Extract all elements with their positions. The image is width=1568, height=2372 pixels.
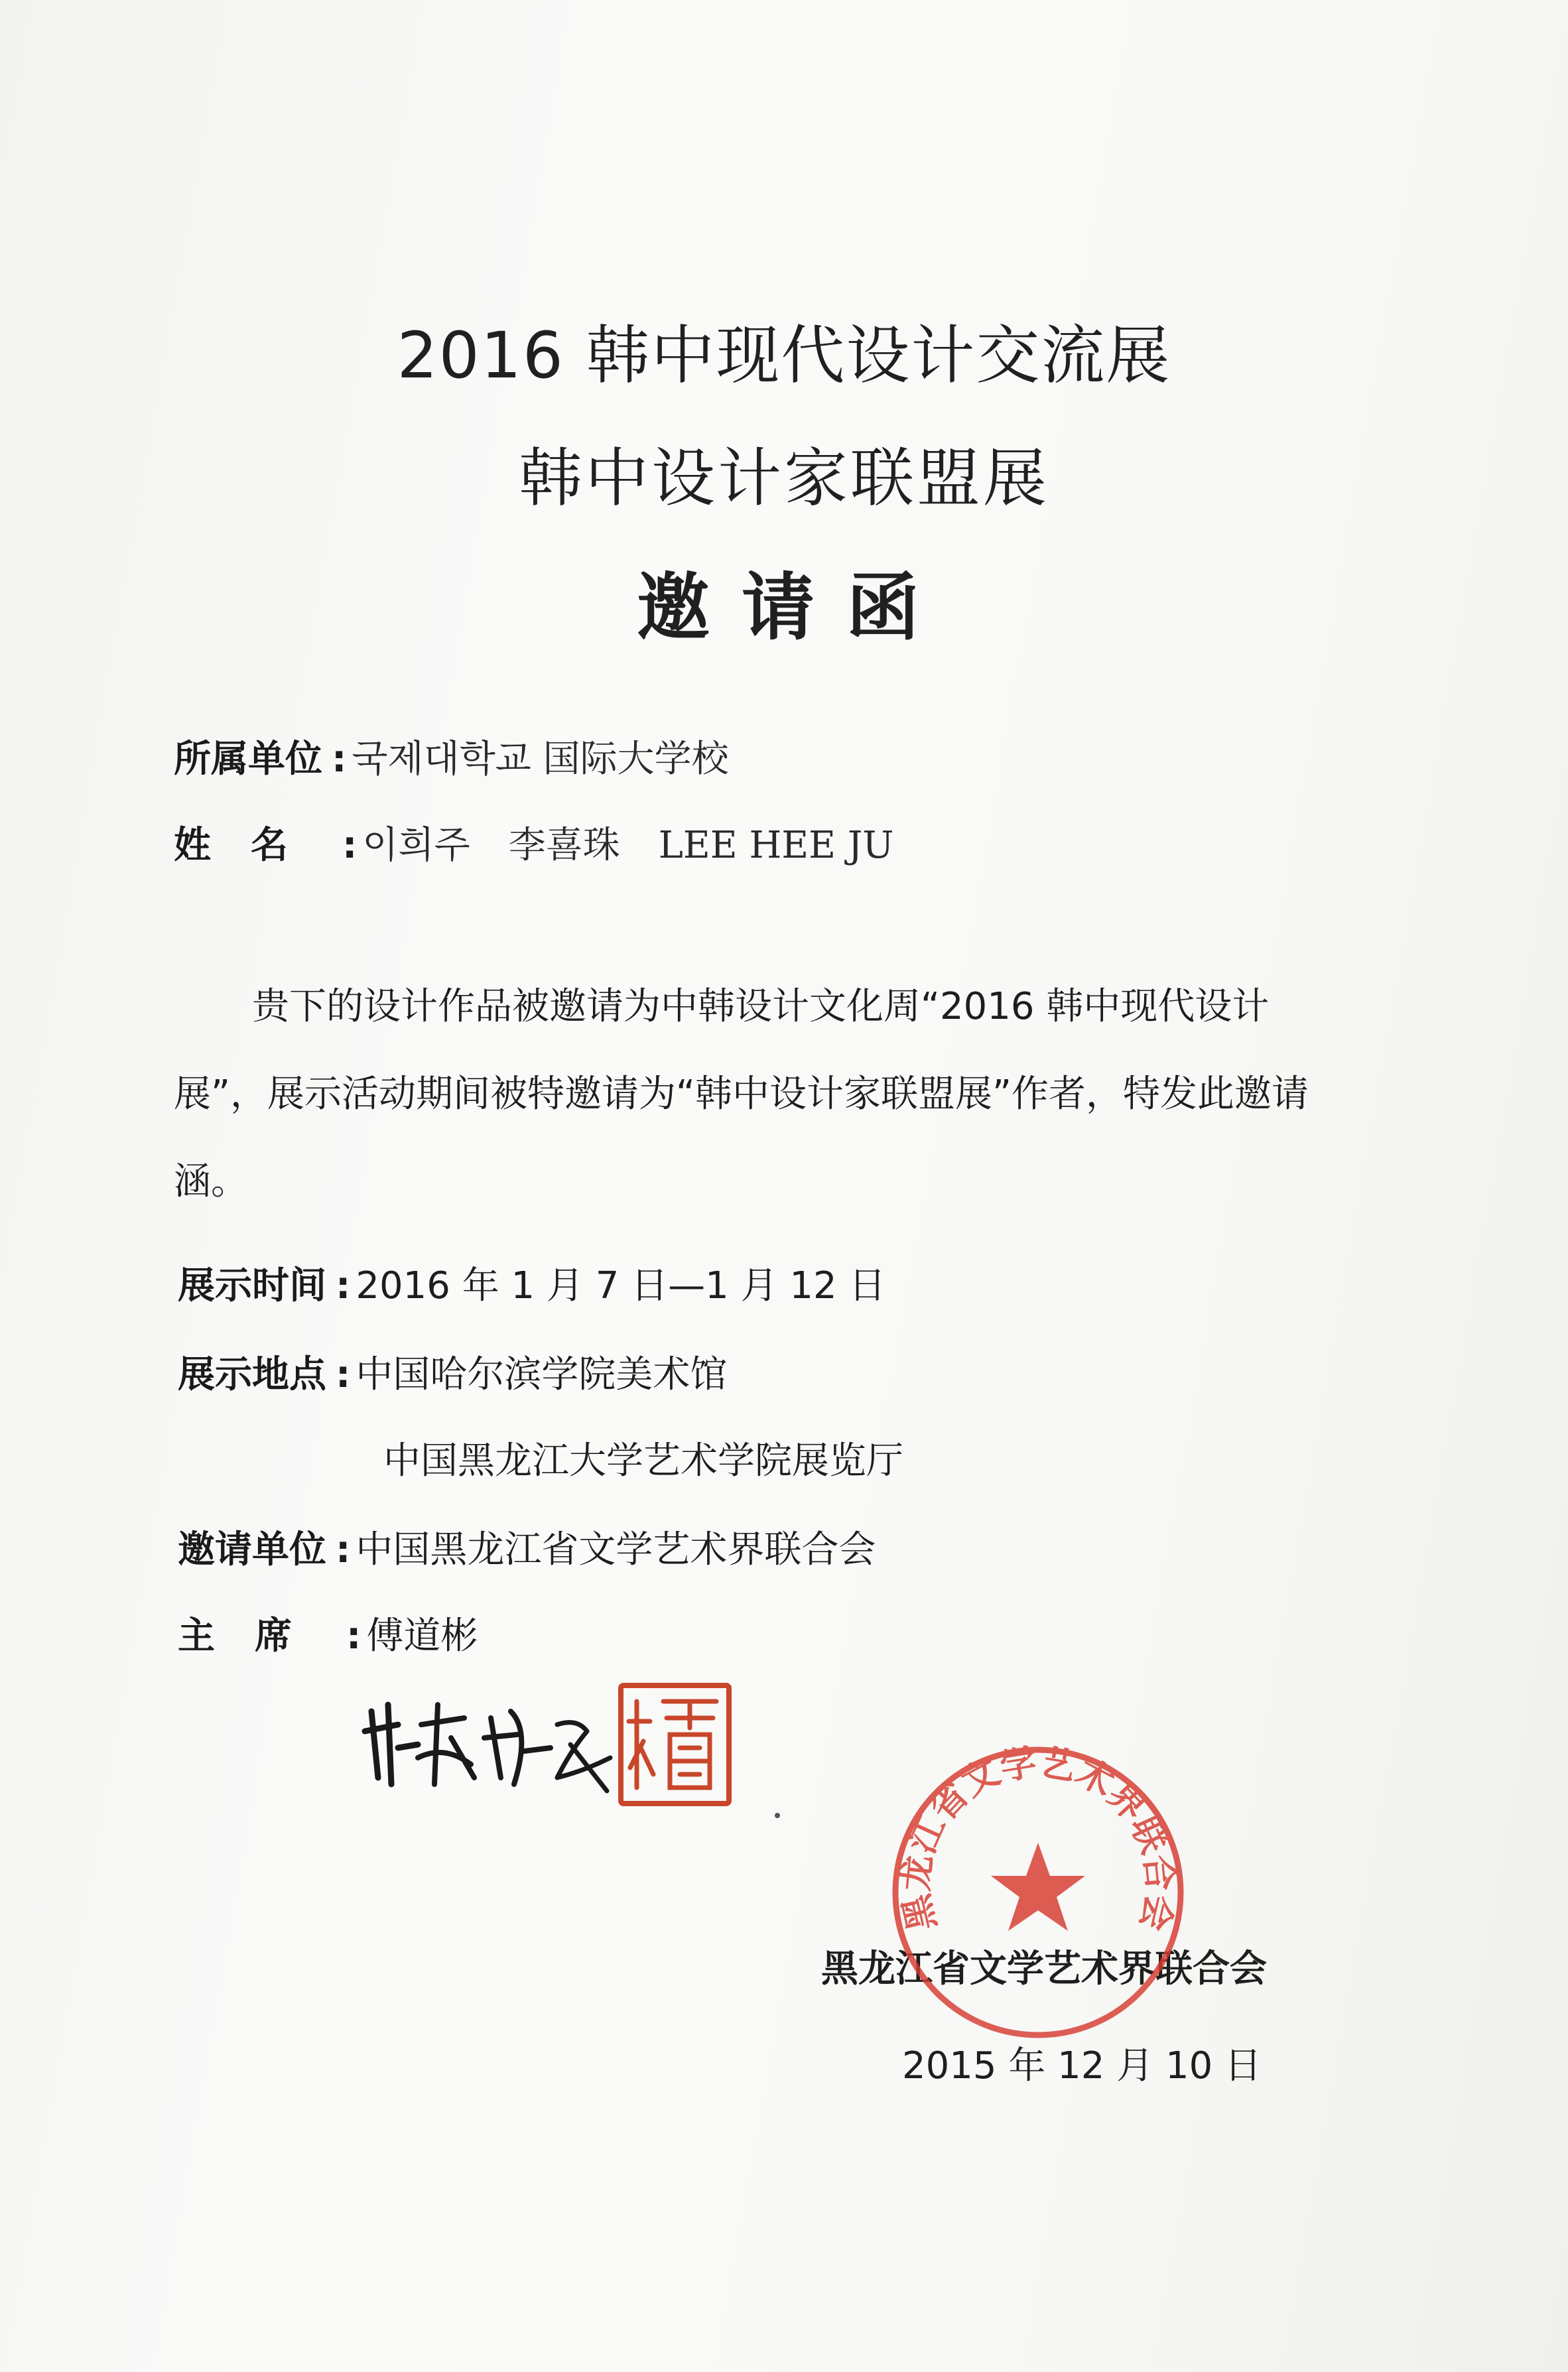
colon: :: [346, 1614, 361, 1658]
affiliation-label: 所属单位: [174, 738, 322, 781]
exhibition-time-label: 展示时间: [178, 1264, 326, 1307]
chairman: [178, 1607, 478, 1660]
affiliation-value: 국제대학교 国际大学校: [352, 738, 729, 781]
colon: :: [332, 738, 347, 781]
exhibition-time-value: 2016 年 1 月 7 日—1 月 12 日: [356, 1264, 886, 1307]
exhibition-venue-value-2: 中国黑龙江大学艺术学院展览厅: [383, 1439, 903, 1482]
name-english: LEE HEE JU: [658, 824, 894, 867]
inviting-organization-label: 邀请单位: [178, 1528, 326, 1571]
exhibition-venue-value-1: 中国哈尔滨学院美术馆: [356, 1353, 728, 1396]
inviting-organization: [178, 1520, 876, 1573]
colon: :: [336, 1264, 351, 1307]
invitation-body-text: 贵下的设计作品被邀请为中韩设计文化周“2016 韩中现代设计展”，展示活动期间被特邀请为“韩中设计家联盟展”作者，特发此邀请涵。: [174, 985, 1309, 1203]
round-seal-stamp: [889, 1743, 1187, 2042]
colon: :: [342, 824, 358, 867]
affiliation-field: [174, 730, 729, 783]
invitation-body: [174, 963, 1348, 1226]
handwritten-signature: [358, 1685, 623, 1804]
colon: :: [336, 1528, 351, 1571]
exhibition-venue: [178, 1345, 727, 1398]
chairman-label: 主席: [178, 1614, 332, 1658]
name-korean: 이희주: [362, 824, 470, 867]
exhibition-venue-label: 展示地点: [178, 1353, 326, 1396]
title-invitation: 邀请函: [637, 565, 951, 650]
colon: :: [336, 1353, 351, 1396]
square-seal-stamp: [617, 1681, 733, 1808]
title-exhibition: 2016 韩中现代设计交流展: [397, 318, 1171, 393]
inviting-organization-value: 中国黑龙江省文学艺术界联合会: [356, 1528, 876, 1571]
title-alliance: 韩中设计家联盟展: [519, 441, 1049, 515]
footer-organization: 黑龙江省文学艺术界联合会: [821, 1947, 1267, 1991]
round-seal-text: 黑龙江省文学艺术界联合会: [893, 1743, 1183, 1936]
name-field: [174, 816, 933, 869]
exhibition-time: [178, 1256, 885, 1309]
name-chinese: 李喜珠: [508, 824, 620, 867]
footer-date: 2015 年 12 月 10 日: [902, 2044, 1262, 2087]
chairman-value: 傅道彬: [366, 1614, 478, 1658]
ink-dot: [775, 1813, 780, 1818]
name-value: [362, 816, 932, 869]
name-label: 姓名: [174, 824, 328, 867]
